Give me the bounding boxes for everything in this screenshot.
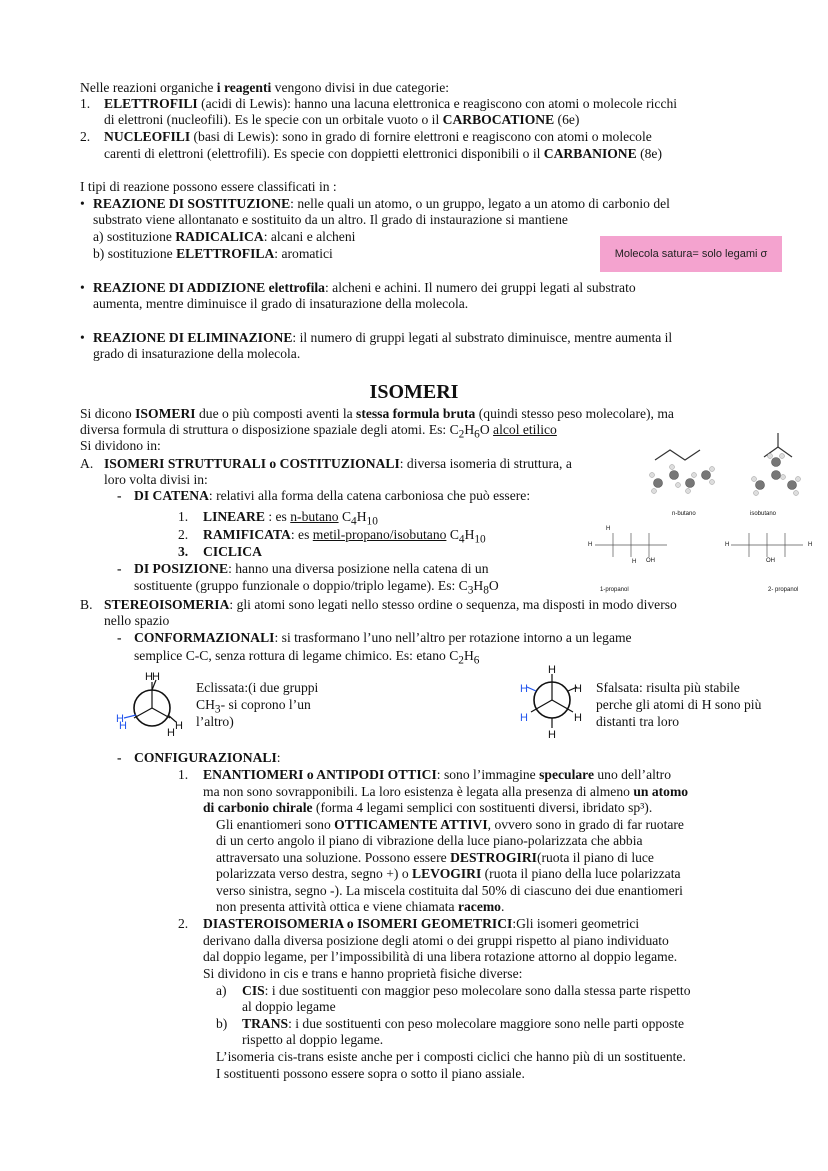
list-number: 2.: [80, 129, 91, 144]
list-number: 3.: [178, 544, 189, 559]
diastero-line1: DIASTEROISOMERIA o ISOMERI GEOMETRICI:Gli isomeri geometrici: [203, 916, 640, 931]
sfalsata-line3: distanti tra loro: [596, 714, 680, 729]
atom-label: H: [145, 671, 153, 683]
conformazionali-line2: semplice C-C, senza rottura di legame chimico. Es: etano $C_2H_6$: [134, 648, 480, 667]
catena-item-ciclica: CICLICA: [203, 544, 262, 559]
propanol-structures: [585, 520, 825, 580]
tipi-intro: I tipi di reazione possono essere classificati in :: [80, 179, 337, 194]
trans-line1: TRANS: i due sostituenti con peso molecolare maggiore sono nelle parti opposte: [242, 1016, 685, 1031]
figure-label: 2- propanol: [768, 587, 799, 593]
dash: -: [117, 488, 122, 503]
list-number: 1.: [178, 767, 189, 782]
nucleofili-line2: carenti di elettroni (elettrofili). Es specie con doppietti elettronici disponibili o il CARBANIONE (8e): [104, 146, 662, 161]
atom-label: H: [725, 542, 730, 548]
butane-molecule-figures: [650, 425, 820, 520]
list-number: 2.: [178, 527, 189, 542]
list-letter: b): [216, 1016, 228, 1031]
strutturali-line2: loro volta divisi in:: [104, 472, 208, 487]
dash: -: [117, 750, 122, 765]
enantiomeri-line9: non presenta attività ottica e viene chiamata racemo.: [216, 899, 505, 914]
diastero-line2: derivano dalla diversa posizione degli atomi o dei gruppi rispetto al piano individuato: [203, 933, 669, 948]
figure-label: isobutano: [750, 511, 777, 517]
definition-line3: Si dividono in:: [80, 438, 161, 453]
atom-label: H: [167, 727, 175, 739]
sostituzione-a: a) sostituzione RADICALICA: alcani e alcheni: [93, 229, 356, 244]
eliminazione-line1: REAZIONE DI ELIMINAZIONE: il numero di gruppi legati al substrato diminuisce, mentre aumenta il: [93, 330, 673, 345]
enantiomeri-line7: polarizzata verso destra, segno +) o LEVOGIRI (ruota il piano della luce polarizzata: [216, 866, 681, 881]
eclissata-line2: $CH_3-$ si coprono l’un: [196, 697, 311, 716]
cis-line1: CIS: i due sostituenti con maggior peso molecolare sono dalla stessa parte rispetto: [242, 983, 691, 998]
figure-label: n-butano: [672, 511, 696, 517]
diastero-line4: Si dividono in cis e trans e hanno proprietà fisiche diverse:: [203, 966, 523, 981]
diastero-line6: I sostituenti possono essere sopra o sotto il piano assiale.: [216, 1066, 525, 1081]
dash: -: [117, 561, 122, 576]
definition-line1: Si dicono ISOMERI due o più composti aventi la stessa formula bruta (quindi stesso peso molecolare), ma: [80, 406, 674, 421]
figure-label: 1-propanol: [600, 587, 629, 593]
enantiomeri-line1: ENANTIOMERI o ANTIPODI OTTICI: sono l’immagine speculare uno dell’altro: [203, 767, 671, 782]
atom-label: H: [175, 720, 183, 732]
configurazionali-heading: CONFIGURAZIONALI:: [134, 750, 281, 765]
cis-line2: al doppio legame: [242, 999, 336, 1014]
diastero-line5: L’isomeria cis-trans esiste anche per i composti ciclici che hanno più di un sostituente.: [216, 1049, 686, 1064]
atom-label: OH: [646, 558, 655, 564]
atom-label: H: [548, 729, 556, 741]
bullet: •: [80, 280, 85, 295]
atom-label: H: [606, 526, 611, 532]
elettrofili-line2: di elettroni (nucleofili). Es le specie con un orbitale vuoto o il CARBOCATIONE (6e): [104, 112, 580, 127]
intro-line: Nelle reazioni organiche i reagenti vengono divisi in due categorie:: [80, 80, 450, 95]
enantiomeri-line3: di carbonio chirale (forma 4 legami semplici con sostituenti diversi, ibridato sp³).: [203, 800, 653, 815]
bullet: •: [80, 330, 85, 345]
stereo-line1: STEREOISOMERIA: gli atomi sono legati nello stesso ordine o sequenza, ma disposti in modo diverso: [104, 597, 677, 612]
atom-label: H: [520, 683, 528, 695]
list-number: 1.: [178, 509, 189, 524]
catena-item-ramificata: RAMIFICATA: es metil-propano/isobutano $C_4H_{10}$: [203, 527, 486, 546]
atom-label: H: [588, 542, 593, 548]
enantiomeri-line4: Gli enantiomeri sono OTTICAMENTE ATTIVI, ovvero sono in grado di far ruotare: [216, 817, 684, 832]
atom-label: H: [574, 712, 582, 724]
elettrofili-line1: ELETTROFILI (acidi di Lewis): hanno una lacuna elettronica e reagiscono con atomi o molecole ricchi: [104, 96, 678, 111]
eliminazione-line2: grado di insaturazione della molecola.: [93, 346, 301, 361]
definition-line2: diversa formula di struttura o disposizione spaziale degli atomi. Es: $C_2H_6O$ alcol etilico: [80, 422, 557, 441]
stereo-line2: nello spazio: [104, 613, 170, 628]
sostituzione-line1: REAZIONE DI SOSTITUZIONE: nelle quali un atomo, o un gruppo, legato a un atomo di carbonio del: [93, 196, 670, 211]
page-title: ISOMERI: [369, 381, 459, 403]
sfalsata-line2: perche gli atomi di H sono più: [596, 697, 762, 712]
posizione-line2: sostituente (gruppo funzionale o doppio/triplo legame). Es: $C_3H_8O$: [134, 578, 499, 597]
atom-label: H: [520, 712, 528, 724]
atom-label: OH: [766, 558, 775, 564]
atom-label: H: [574, 683, 582, 695]
eclissata-line3: l’altro): [196, 714, 234, 729]
section-letter: B.: [80, 597, 93, 612]
strutturali-line1: ISOMERI STRUTTURALI o COSTITUZIONALI: diversa isomeria di struttura, a: [104, 456, 572, 471]
enantiomeri-line6: attraversato una soluzione. Possono essere DESTROGIRI(ruota il piano di luce: [216, 850, 654, 865]
diastero-line3: dal doppio legame, per l’impossibilità di una libera rotazione attorno al doppio legame.: [203, 949, 678, 964]
bullet: •: [80, 196, 85, 211]
list-number: 1.: [80, 96, 91, 111]
atom-label: H: [548, 664, 556, 676]
atom-label: H: [152, 671, 160, 683]
note-box: Molecola satura= solo legami σ: [600, 236, 782, 272]
atom-label: H: [808, 542, 813, 548]
dash: -: [117, 630, 122, 645]
trans-line2: rispetto al doppio legame.: [242, 1032, 384, 1047]
eclissata-line1: Eclissata:(i due gruppi: [196, 680, 319, 695]
enantiomeri-line2: ma non sono sovrapponibili. La loro esistenza è legata alla presenza di almeno un atomo: [203, 784, 689, 799]
section-letter: A.: [80, 456, 94, 471]
catena-item-lineare: LINEARE : es n-butano $C_4H_{10}$: [203, 509, 378, 528]
atom-label: H: [632, 559, 637, 565]
addizione-line2: aumenta, mentre diminuisce il grado di insaturazione della molecola.: [93, 296, 469, 311]
atom-label: H: [116, 713, 124, 725]
catena-line: DI CATENA: relativi alla forma della catena carboniosa che può essere:: [134, 488, 531, 503]
conformazionali-line1: CONFORMAZIONALI: si trasformano l’uno nell’altro per rotazione intorno a un legame: [134, 630, 632, 645]
posizione-line1: DI POSIZIONE: hanno una diversa posizione nella catena di un: [134, 561, 489, 576]
atom-label: H: [119, 720, 127, 732]
addizione-line1: REAZIONE DI ADDIZIONE elettrofila: alcheni e achini. Il numero dei gruppi legati al substrato: [93, 280, 636, 295]
enantiomeri-line5: di un certo angolo il piano di vibrazione della luce piano-polarizzata che abbia: [216, 833, 643, 848]
enantiomeri-line8: verso sinistra, segno -). La miscela costituita dal 50% di ciascuno dei due enantiomeri: [216, 883, 683, 898]
sostituzione-line2: substrato viene allontanato e sostituito da un altro. Il grado di instaurazione si mantiene: [93, 212, 568, 227]
sostituzione-b: b) sostituzione ELETTROFILA: aromatici: [93, 246, 333, 261]
list-number: 2.: [178, 916, 189, 931]
list-letter: a): [216, 983, 227, 998]
nucleofili-line1: NUCLEOFILI (basi di Lewis): sono in grado di fornire elettroni e reagiscono con atomi o molecole: [104, 129, 652, 144]
sfalsata-line1: Sfalsata: risulta più stabile: [596, 680, 740, 695]
